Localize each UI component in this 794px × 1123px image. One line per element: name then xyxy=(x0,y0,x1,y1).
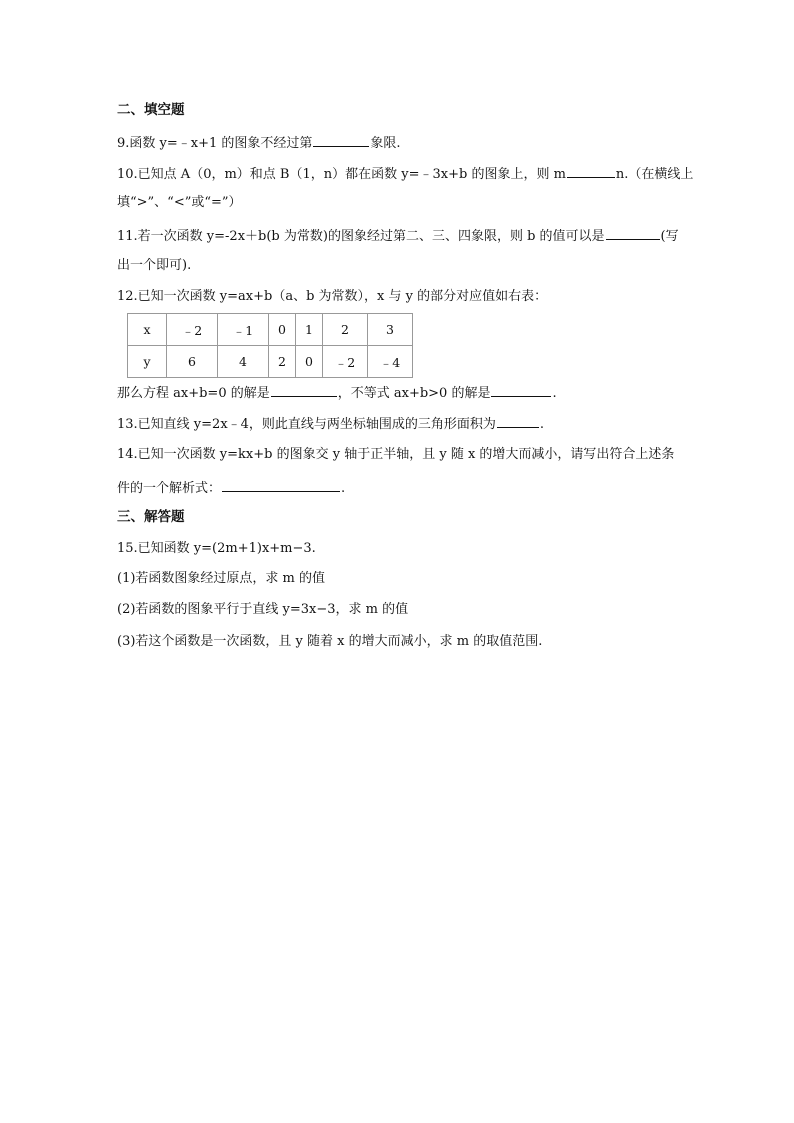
table-cell: 4 xyxy=(218,346,269,378)
question-13 xyxy=(117,414,544,434)
table-cell: 3 xyxy=(368,314,413,346)
table-cell: x xyxy=(128,314,167,346)
answer-blank-11[interactable] xyxy=(606,226,660,240)
table-cell: ﹣4 xyxy=(368,346,413,378)
question-12: 12.已知一次函数 y=ax+b（a、b 为常数），x 与 y 的部分对应值如右表： xyxy=(117,289,548,304)
question-15-stem: 15.已知函数 y=(2m+1)x+m−3. xyxy=(117,541,316,556)
question-15-part-1: (1)若函数图象经过原点，求 m 的值 xyxy=(117,571,326,586)
question-11-continued: 出一个即可). xyxy=(117,258,192,273)
table-cell: 0 xyxy=(269,314,296,346)
question-12-text-equation: 那么方程 ax+b=0 的解是 xyxy=(117,386,270,401)
table-cell: 0 xyxy=(296,346,323,378)
question-10-continued: 填“>”、“<”或“=”） xyxy=(117,195,242,210)
table-row-y xyxy=(128,346,413,378)
question-12-answers xyxy=(117,383,557,403)
question-14-continued xyxy=(117,478,345,498)
table-cell: y xyxy=(128,346,167,378)
section-title-fill-in: 二、填空题 xyxy=(117,102,185,118)
question-11-text: 11.若一次函数 y=-2x＋b(b 为常数)的图象经过第二、三、四象限，则 b 的值可以是 xyxy=(117,229,605,244)
question-10-text: 10.已知点 A（0，m）和点 B（1，n）都在函数 y=﹣3x+b 的图象上，则 m xyxy=(117,167,566,182)
table-cell: 2 xyxy=(269,346,296,378)
table-cell: 2 xyxy=(323,314,368,346)
question-13-text: 13.已知直线 y=2x﹣4，则此直线与两坐标轴围成的三角形面积为 xyxy=(117,417,496,432)
question-12-text-end: . xyxy=(552,386,557,401)
answer-blank-12b[interactable] xyxy=(491,383,551,397)
table-cell: ﹣2 xyxy=(167,314,218,346)
table-cell: ﹣1 xyxy=(218,314,269,346)
question-12-text-inequality: ，不等式 ax+b>0 的解是 xyxy=(337,386,491,401)
question-15-part-3: (3)若这个函数是一次函数，且 y 随着 x 的增大而减小，求 m 的取值范围. xyxy=(117,634,543,649)
answer-blank-10[interactable] xyxy=(567,164,615,178)
question-9 xyxy=(117,133,401,153)
question-9-text-end: 象限. xyxy=(370,136,401,151)
question-14-text-end: . xyxy=(341,481,346,496)
table-cell: 6 xyxy=(167,346,218,378)
answer-blank-9[interactable] xyxy=(313,133,369,147)
table-row-x xyxy=(128,314,413,346)
question-11-text-mid: (写 xyxy=(660,229,679,244)
question-10-text-mid: n.（在横线上 xyxy=(615,167,694,182)
question-11 xyxy=(117,226,679,246)
answer-blank-12a[interactable] xyxy=(271,383,337,397)
question-10 xyxy=(117,164,693,184)
answer-blank-14[interactable] xyxy=(222,478,340,492)
question-9-text: 9.函数 y=﹣x+1 的图象不经过第 xyxy=(117,136,313,151)
answer-blank-13[interactable] xyxy=(497,414,539,428)
question-15-part-2: (2)若函数的图象平行于直线 y=3x−3，求 m 的值 xyxy=(117,602,409,617)
section-title-solve: 三、解答题 xyxy=(117,509,185,525)
table-cell: ﹣2 xyxy=(323,346,368,378)
value-table xyxy=(127,313,413,378)
question-14-text: 件的一个解析式： xyxy=(117,481,222,496)
question-14: 14.已知一次函数 y=kx+b 的图象交 y 轴于正半轴，且 y 随 x 的增大而减小，请写出符合上述条 xyxy=(117,447,675,462)
table-cell: 1 xyxy=(296,314,323,346)
question-13-text-end: . xyxy=(539,417,545,432)
